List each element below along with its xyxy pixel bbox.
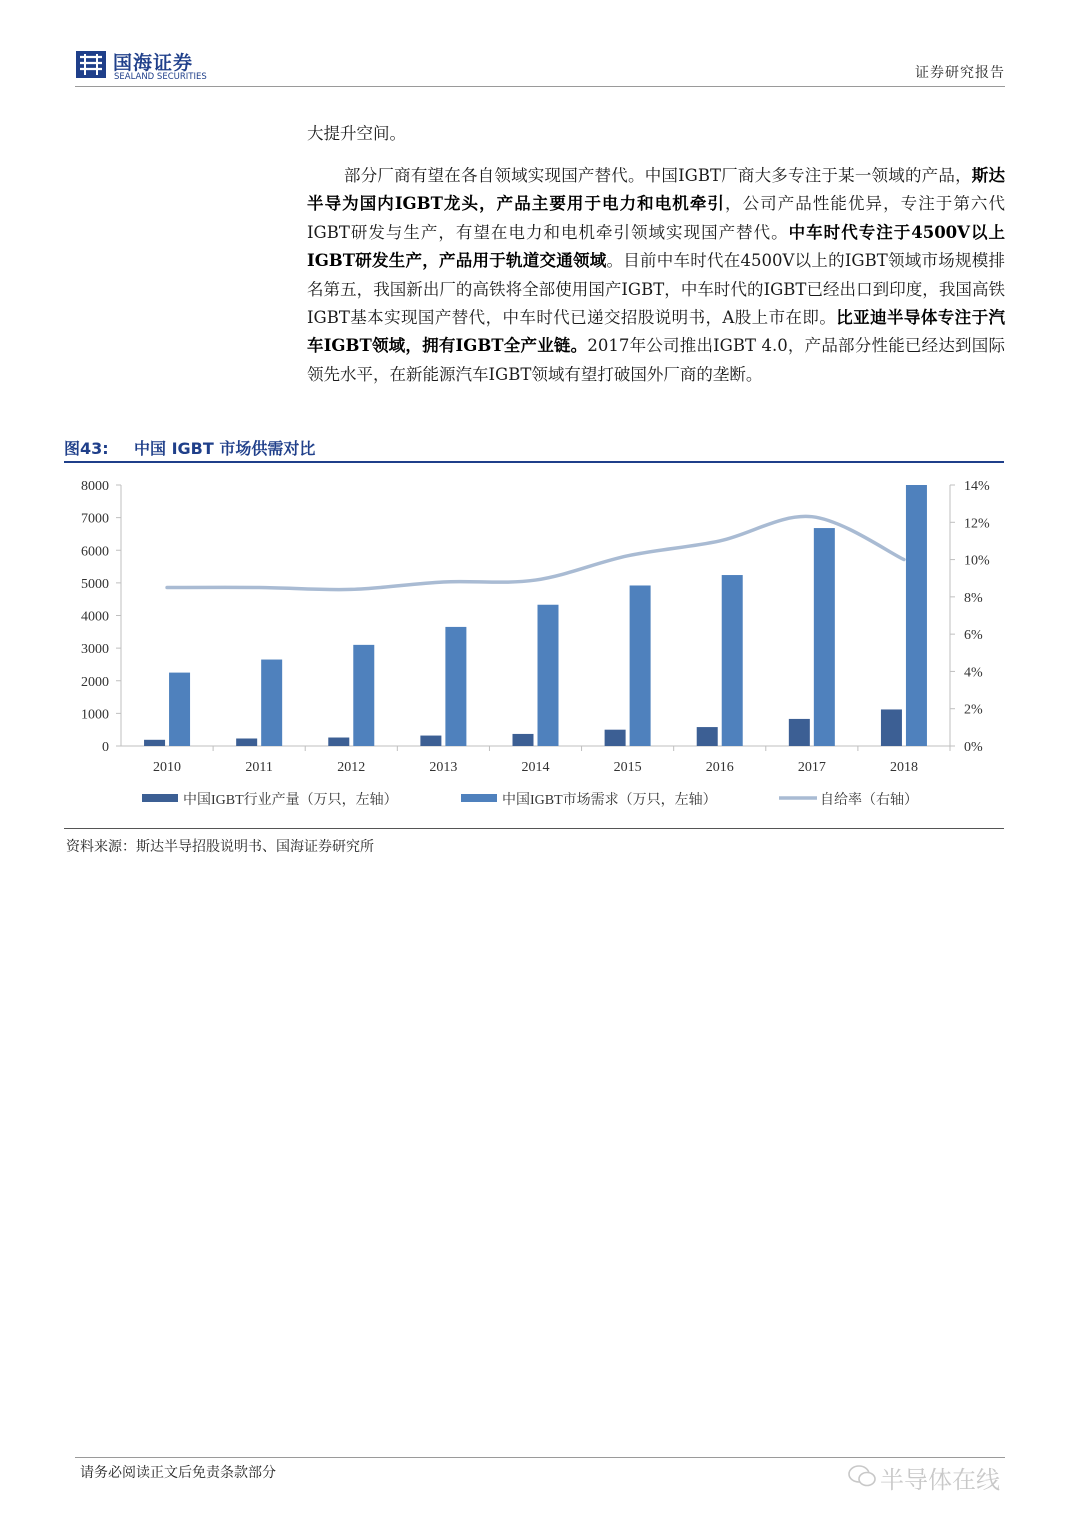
y-left-tick-label: 3000	[81, 642, 109, 658]
x-tick-label: 2016	[705, 760, 734, 775]
igbt-supply-demand-chart	[64, 466, 1004, 828]
y-left-tick-label: 0	[102, 740, 109, 755]
bar-demand-2016	[722, 575, 743, 746]
bar-production-2018	[881, 709, 902, 746]
y-left-tick-label: 5000	[81, 576, 109, 592]
watermark-text: 半导体在线	[880, 1466, 1000, 1494]
footer-rule	[75, 1457, 1005, 1458]
x-tick-label: 2015	[613, 760, 642, 775]
x-tick-label: 2018	[889, 760, 918, 775]
bar-demand-2017	[814, 528, 835, 746]
legend-label-0: 中国IGBT行业产量（万只，左轴）	[183, 793, 398, 808]
bar-demand-2015	[630, 585, 651, 746]
x-tick-label: 2017	[797, 760, 826, 775]
legend-label-2: 自给率（右轴）	[820, 793, 918, 808]
footer-disclaimer: 请务必阅读正文后免责条款部分	[80, 1465, 276, 1481]
paragraph-2-bold-run: 中车时代专注于4500V以上IGBT研发生产，产品用于轨道交通领域	[307, 222, 1005, 271]
bar-demand-2010	[169, 673, 190, 746]
figure-number: 图43:	[64, 439, 109, 458]
logo-chinese-name: 国海证券	[113, 52, 194, 74]
bar-demand-2012	[353, 645, 374, 746]
paragraph-2-run: 2017年公司推出IGBT 4.0，产品部分性能已经达到国际领先水平，在新能源汽车IGBT领域有望打破国外厂商的垄断。	[307, 336, 1005, 384]
y-right-tick-label: 10%	[964, 553, 990, 569]
figure-title-bar	[64, 433, 1004, 463]
bar-production-2010	[144, 740, 165, 746]
bar-demand-2018	[906, 485, 927, 746]
bar-demand-2013	[445, 627, 466, 746]
x-tick-label: 2010	[153, 760, 182, 775]
paragraph-2	[307, 162, 1005, 389]
bar-production-2014	[513, 734, 534, 746]
y-left-tick-label: 8000	[81, 479, 109, 494]
bar-production-2017	[789, 719, 810, 746]
page-header	[75, 42, 1005, 87]
x-tick-label: 2012	[337, 760, 366, 775]
bar-production-2016	[697, 727, 718, 746]
x-tick-label: 2013	[429, 760, 458, 775]
y-right-tick-label: 12%	[964, 516, 990, 532]
paragraph-2-run: 。目前中车时代在4500V以上的IGBT领域市场规模排名第五，我国新出厂的高铁将全部使用国产IGBT，中车时代的IGBT已经出口到印度，我国高铁IGBT基本实现国产替代，中车时代已递交招股说明书，A股上市在即。	[307, 251, 1005, 328]
logo-english-name: SEALAND SECURITIES	[114, 72, 207, 82]
y-right-tick-label: 0%	[964, 740, 983, 755]
bar-production-2012	[328, 738, 349, 746]
legend-label-1: 中国IGBT市场需求（万只，左轴）	[502, 793, 717, 808]
y-left-tick-label: 4000	[81, 609, 109, 625]
y-right-tick-label: 8%	[964, 590, 983, 606]
paragraph-1: 大提升空间。	[307, 124, 406, 143]
paragraph-2-run: ，公司产品性能优异，专注于第六代IGBT研发与生产，有望在电力和电机牵引领域实现国产替代。	[307, 194, 1005, 242]
wechat-watermark-icon	[848, 1464, 876, 1488]
y-right-tick-label: 6%	[964, 628, 983, 644]
y-right-tick-label: 2%	[964, 702, 983, 718]
y-left-tick-label: 2000	[81, 674, 109, 690]
y-left-tick-label: 7000	[81, 511, 109, 527]
sealand-logo-icon	[75, 48, 107, 80]
x-tick-label: 2011	[245, 760, 273, 775]
report-type: 证券研究报告	[915, 65, 1005, 81]
figure-title: 中国 IGBT 市场供需对比	[134, 439, 316, 458]
y-right-tick-label: 4%	[964, 665, 983, 681]
bar-production-2013	[420, 736, 441, 746]
bar-production-2011	[236, 738, 257, 746]
y-left-tick-label: 1000	[81, 707, 109, 723]
y-left-tick-label: 6000	[81, 544, 109, 560]
figure-bottom-rule	[64, 828, 1004, 829]
figure-source: 资料来源：斯达半导招股说明书、国海证券研究所	[66, 839, 374, 855]
x-tick-label: 2014	[521, 760, 550, 775]
y-right-tick-label: 14%	[964, 479, 990, 494]
legend-swatch-0	[142, 794, 178, 802]
bar-production-2015	[605, 730, 626, 746]
paragraph-2-run: 部分厂商有望在各自领域实现国产替代。中国IGBT厂商大多专注于某一领域的产品，	[344, 166, 972, 185]
legend-swatch-1	[461, 794, 497, 802]
paragraph-2-bold-run: 比亚迪半导体专注于汽车IGBT领域，拥有IGBT全产业链。	[307, 308, 1006, 356]
bar-demand-2014	[538, 605, 559, 746]
line-self-sufficiency-rate	[167, 516, 904, 589]
company-logo	[75, 48, 215, 82]
paragraph-2-bold-run: 斯达半导为国内IGBT龙头，产品主要用于电力和电机牵引	[307, 166, 1005, 214]
bar-demand-2011	[261, 660, 282, 746]
